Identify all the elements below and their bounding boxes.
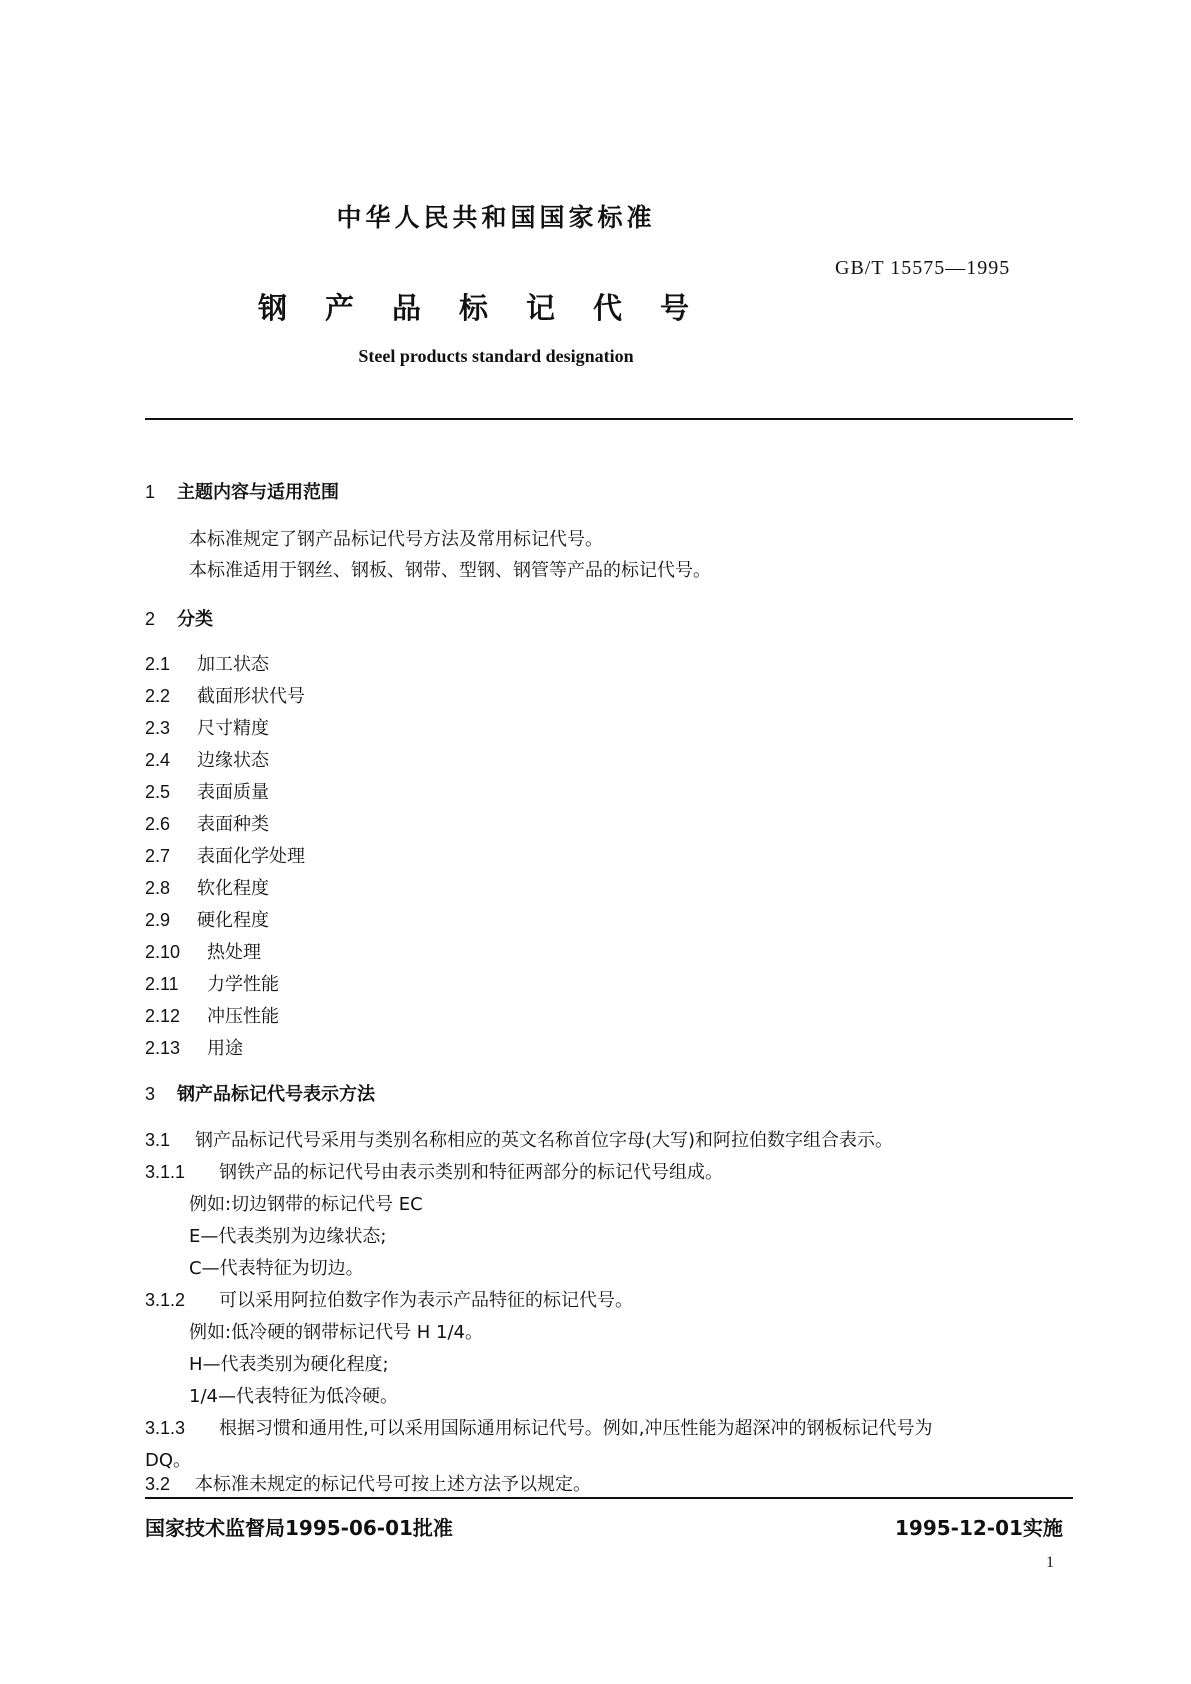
approval-date: 国家技术监督局1995-06-01批准 (145, 1516, 453, 1540)
example-line: E—代表类别为边缘状态; (189, 1226, 387, 1247)
section-number: 1 (145, 482, 156, 502)
list-item: 2.1 加工状态 (145, 654, 269, 675)
page-number: 1 (1046, 1554, 1054, 1571)
list-item: 2.4 边缘状态 (145, 750, 269, 771)
section-title: 主题内容与适用范围 (177, 482, 339, 503)
title-chinese: 钢产品标记代号 (258, 291, 728, 325)
section-2-heading (145, 605, 213, 631)
clause-3-2: 3.2 本标准未规定的标记代号可按上述方法予以规定。 (145, 1474, 591, 1495)
list-item: 2.3 尺寸精度 (145, 718, 269, 739)
national-standard-heading: 中华人民共和国国家标准 (336, 203, 656, 232)
footer-divider (145, 1497, 1073, 1499)
clause-3-1-2: 3.1.2 可以采用阿拉伯数字作为表示产品特征的标记代号。 (145, 1290, 633, 1311)
example-line: C—代表特征为切边。 (189, 1258, 364, 1279)
list-item: 2.11 力学性能 (145, 974, 279, 995)
list-item: 2.12 冲压性能 (145, 1006, 279, 1027)
section-number: 2 (145, 609, 156, 629)
title-english: Steel products standard designation (358, 346, 634, 366)
paragraph: 本标准规定了钢产品标记代号方法及常用标记代号。 (189, 529, 603, 550)
clause-3-1: 3.1 钢产品标记代号采用与类别名称相应的英文名称首位字母(大写)和阿拉伯数字组合表示。 (145, 1130, 894, 1151)
paragraph: 本标准适用于钢丝、钢板、钢带、型钢、钢管等产品的标记代号。 (189, 560, 711, 581)
header-divider (145, 418, 1073, 420)
list-item: 2.5 表面质量 (145, 782, 269, 803)
section-title: 钢产品标记代号表示方法 (177, 1084, 375, 1105)
section-title: 分类 (177, 609, 213, 630)
section-3-heading (145, 1080, 375, 1106)
clause-continuation: DQ。 (145, 1450, 192, 1471)
example-line: 1/4—代表特征为低冷硬。 (189, 1386, 398, 1407)
list-item: 2.2 截面形状代号 (145, 686, 305, 707)
list-item: 2.6 表面种类 (145, 814, 269, 835)
example-line: 例如:低冷硬的钢带标记代号 H 1/4。 (189, 1322, 484, 1343)
clause-3-1-3: 3.1.3 根据习惯和通用性,可以采用国际通用标记代号。例如,冲压性能为超深冲的钢板标记代号为 (145, 1418, 933, 1439)
list-item: 2.13 用途 (145, 1038, 243, 1059)
list-item: 2.8 软化程度 (145, 878, 269, 899)
section-number: 3 (145, 1084, 156, 1104)
list-item: 2.10 热处理 (145, 942, 261, 963)
clause-3-1-1: 3.1.1 钢铁产品的标记代号由表示类别和特征两部分的标记代号组成。 (145, 1162, 723, 1183)
list-item: 2.9 硬化程度 (145, 910, 269, 931)
example-line: 例如:切边钢带的标记代号 EC (189, 1194, 423, 1215)
section-1-heading (145, 478, 339, 504)
standard-number: GB/T 15575—1995 (835, 257, 1011, 279)
list-item: 2.7 表面化学处理 (145, 846, 305, 867)
implementation-date: 1995-12-01实施 (895, 1516, 1063, 1540)
example-line: H—代表类别为硬化程度; (189, 1354, 389, 1375)
